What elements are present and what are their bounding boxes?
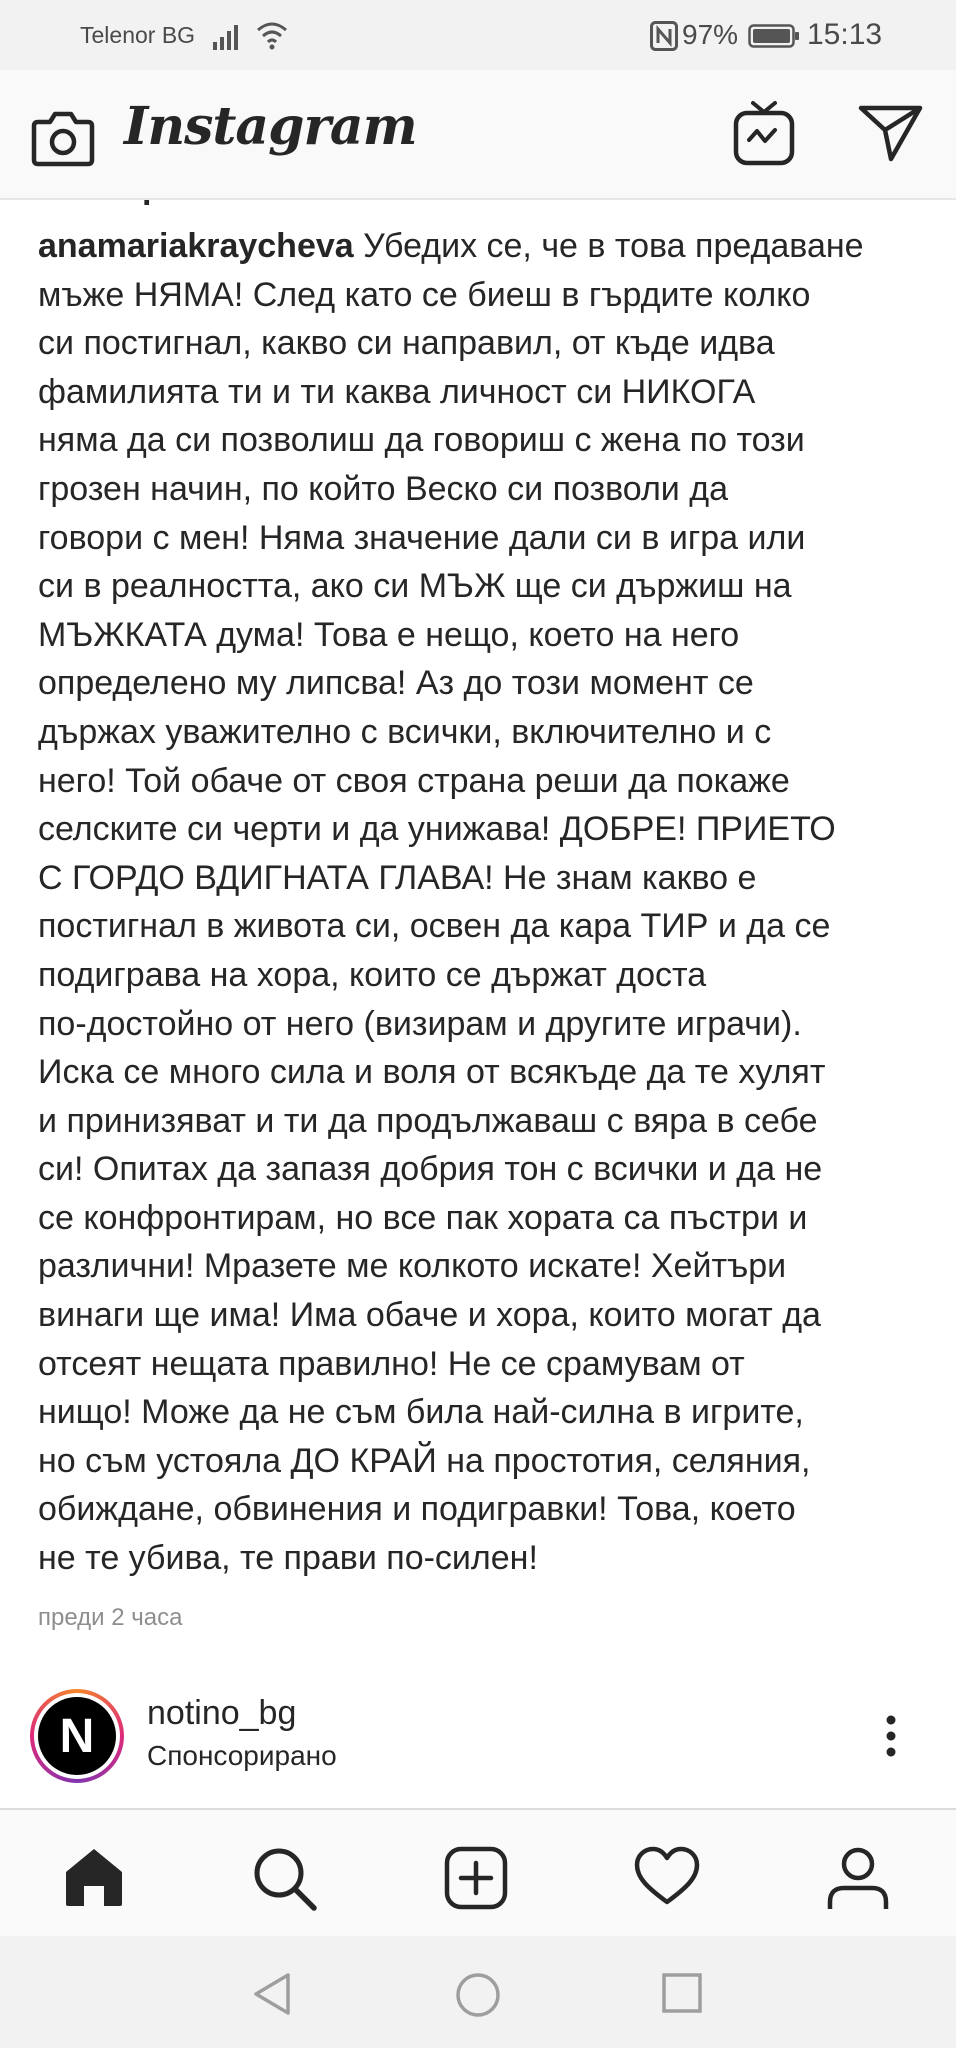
- caption-line: си в реалността, ако си МЪЖ ще си държиш на: [38, 567, 792, 606]
- caption-line: не те убива, те прави по-силен!: [38, 1539, 538, 1578]
- caption-line: постигнал в живота си, освен да кара ТИР и да се: [38, 907, 831, 946]
- caption-line: С ГОРДО ВДИГНАТА ГЛАВА! Не знам какво е: [38, 858, 757, 897]
- status-bar: [0, 0, 956, 70]
- search-icon[interactable]: [252, 1846, 318, 1912]
- sponsored-label: Спонсорирано: [147, 1740, 337, 1771]
- back-icon[interactable]: [252, 1972, 292, 2016]
- post-caption: [38, 222, 918, 1583]
- caption-line: селските си черти и да унижава! ДОБРЕ! ПРИЕТО: [38, 810, 836, 849]
- instagram-logo: Instagram: [124, 96, 417, 157]
- caption-line: него! Той обаче от своя страна реши да покаже: [38, 761, 790, 800]
- more-options-icon[interactable]: [884, 1714, 898, 1758]
- system-navigation-bar: [0, 1936, 956, 2048]
- home-icon[interactable]: [62, 1846, 126, 1908]
- profile-icon[interactable]: [826, 1846, 890, 1912]
- sponsored-avatar[interactable]: [30, 1689, 124, 1783]
- caption-line: си! Опитах да запазя добрия тон с всички и да не: [38, 1150, 823, 1189]
- battery-percent: 97%: [682, 19, 739, 50]
- clock: 15:13: [807, 18, 883, 51]
- caption-line: определено му липсва! Аз до този момент се: [38, 664, 754, 703]
- caption-line: различни! Мразете ме колкото искате! Хейтъри: [38, 1247, 787, 1286]
- carrier-name: Telenor BG: [80, 22, 196, 48]
- signal-icon: [213, 22, 245, 50]
- home-circle-icon[interactable]: [455, 1972, 501, 2018]
- caption-line: по-достойно от него (визирам и другите играчи).: [38, 1004, 802, 1043]
- new-post-icon[interactable]: [444, 1846, 508, 1910]
- caption-line: отсеят нещата правилно! Не се срамувам от: [38, 1344, 745, 1383]
- caption-line: МЪЖКАТА дума! Това е нещо, което на него: [38, 615, 740, 654]
- caption-line: и принизяват и ти да продължаваш с вяра в себе: [38, 1101, 818, 1140]
- caption-line: подиграва на хора, които се държат доста: [38, 955, 707, 994]
- caption-line: винаги ще има! Има обаче и хора, които могат да: [38, 1296, 821, 1335]
- caption-line: няма да си позволиш да говориш с жена по този: [38, 421, 805, 460]
- caption-line: се конфронтирам, но все пак хората са пъстри и: [38, 1198, 808, 1237]
- app-header: [0, 70, 956, 200]
- recents-icon[interactable]: [661, 1972, 703, 2014]
- battery-icon: [748, 24, 800, 48]
- activity-heart-icon[interactable]: [634, 1846, 700, 1906]
- caption-line: anamariakraycheva Убедих се, че в това предаване: [38, 227, 864, 265]
- bottom-navigation: [0, 1808, 956, 1938]
- caption-line: държах уважително с всички, включително и с: [38, 712, 772, 751]
- camera-icon[interactable]: [30, 108, 96, 168]
- caption-line: обиждане, обвинения и подигравки! Това, което: [38, 1490, 796, 1529]
- caption-line: но съм устояла ДО КРАЙ на простотия, селяния,: [38, 1441, 811, 1480]
- wifi-icon: [256, 20, 288, 50]
- post-timestamp: преди 2 часа: [38, 1604, 183, 1631]
- caption-line: нищо! Може да не съм била най-силна в игрите,: [38, 1393, 804, 1432]
- caption-line: Иска се много сила и воля от всякъде да те хулят: [38, 1053, 826, 1092]
- caption-line: мъже НЯМА! След като се биеш в гърдите колко: [38, 275, 811, 314]
- caption-line: си постигнал, какво си направил, от къде идва: [38, 324, 775, 363]
- caption-line: говори с мен! Няма значение дали си в игра или: [38, 518, 806, 557]
- direct-message-icon[interactable]: [858, 104, 924, 162]
- igtv-icon[interactable]: [733, 100, 795, 166]
- caption-username[interactable]: anamariakraycheva: [38, 227, 354, 265]
- caption-line: фамилията ти и ти каква личност си НИКОГА: [38, 372, 756, 411]
- nfc-icon: [650, 21, 678, 51]
- sponsored-account-name[interactable]: notino_bg: [147, 1694, 297, 1732]
- avatar-letter: N: [38, 1697, 116, 1775]
- caption-line: грозен начин, по който Веско си позволи да: [38, 469, 728, 508]
